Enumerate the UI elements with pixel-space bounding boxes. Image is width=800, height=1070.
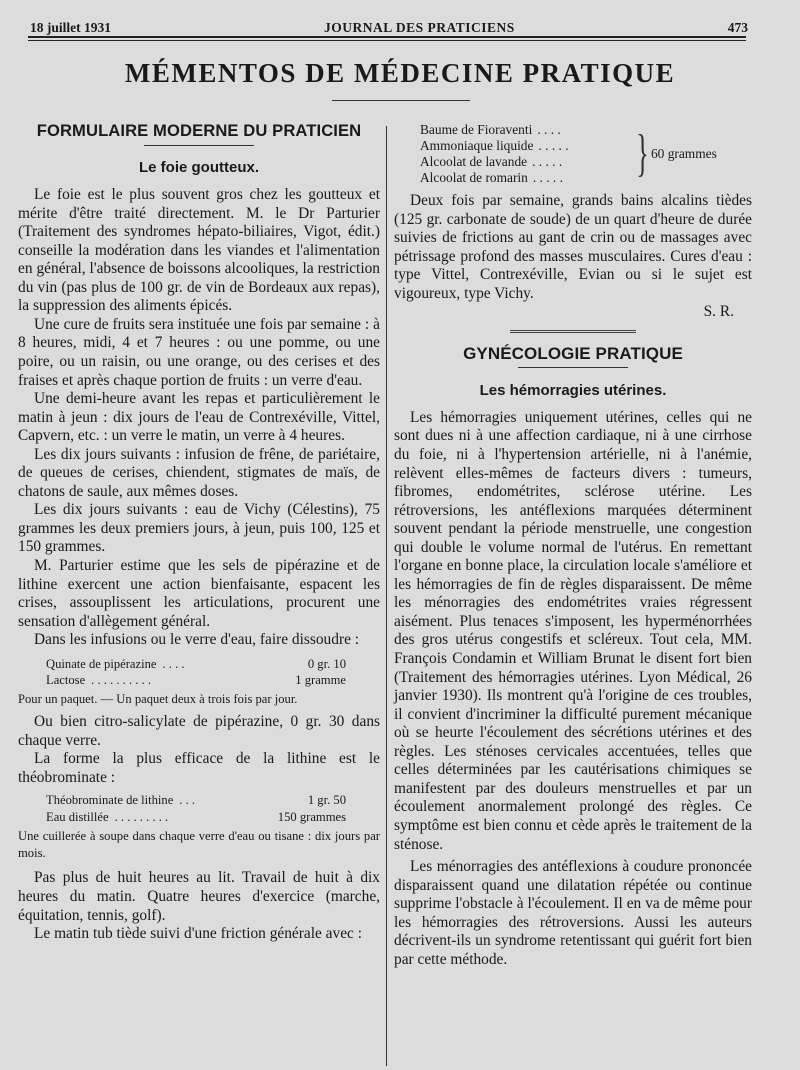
leader-dots: . . . . . (532, 170, 563, 185)
header-date: 18 juillet 1931 (30, 20, 111, 35)
section-rule (144, 145, 254, 146)
paragraph: Les dix jours suivants : infusion de frêne, de pariétaire, de queues de cerises, chiendent, stigmates de maïs, de chatons de saule, aux mêmes doses. (18, 445, 380, 500)
page-title: MÉMENTOS DE MÉDECINE PRATIQUE (124, 58, 676, 88)
section-heading-gynecologie: GYNÉCOLOGIE PRATIQUE (463, 343, 683, 363)
formula-line (420, 122, 634, 138)
author-initials: S. R. (703, 303, 734, 321)
header-journal: JOURNAL DES PRATICIENS (323, 20, 515, 35)
formula-line (46, 792, 346, 809)
paragraph: Le foie est le plus souvent gros chez les goutteux et mérite d'être traité directement. M. le Dr Parturier (Traitement des syndromes hépato-biliaires, Vigot, édit.) conseille la modération dans les viandes et l'alimentation en général, l'absence de boissons alcooliques, la restriction du vin (pas plus de 100 gr. de vin de Bordeaux aux repas), la suppression des aliments épicés. (18, 186, 380, 315)
paragraph: Les ménorragies des antéflexions à coudure prononcée disparaissent quand une dilatation répétée ou continue supprime l'obstacle à l'écoulement. Il en va de même pour les hémorragies des rétroversions. Aussi les auteurs décrivent-ils un syndrome retentissant qui guérit fort bien par cette méthode. (394, 858, 752, 968)
section-rule (518, 367, 628, 368)
paragraph: Pas plus de huit heures au lit. Travail de huit à dix heures du matin. Quatre heures d'exercice (marche, équitation, tennis, golf). (18, 869, 380, 924)
ingredient-name: Lactose (46, 673, 86, 688)
leader-dots: . . . . (537, 122, 561, 137)
ingredient-quantity: 60 grammes (650, 146, 717, 161)
formula-line (420, 138, 634, 154)
paragraph: Les dix jours suivants : eau de Vichy (Célestins), 75 grammes les deux premiers jours, à jeun, puis 100, 125 et 150 grammes. (18, 501, 380, 556)
leader-dots: . . . . . (538, 138, 569, 153)
signature-line (394, 303, 752, 322)
ingredient-quantity: 1 gramme (295, 673, 346, 688)
ingredient-quantity: 1 gr. 50 (307, 793, 346, 808)
paragraph: La forme la plus efficace de la lithine est le théobrominate : (18, 750, 380, 786)
ingredient-name: Ammoniaque liquide (420, 138, 534, 153)
ingredient-name: Alcoolat de lavande (420, 154, 528, 169)
prescription-formula-1 (46, 656, 346, 689)
header-rule (28, 36, 746, 38)
article-title-hemorragies: Les hémorragies utérines. (479, 382, 667, 400)
ingredient-quantity: 150 grammes (277, 809, 346, 824)
formula-note: Une cuillerée à soupe dans chaque verre d'eau ou tisane : dix jours par mois. (18, 829, 380, 860)
ingredient-name: Théobrominate de lithine (46, 793, 174, 808)
leader-dots: . . . . . . . . . (114, 809, 169, 824)
ingredient-name: Quinate de pipérazine (46, 656, 157, 671)
brace-glyph: } (636, 125, 649, 182)
formula-line (46, 809, 346, 826)
friction-ingredients (420, 122, 634, 186)
running-header (30, 16, 748, 36)
paragraph: Une demi-heure avant les repas et particulièrement le matin à jeun : dix jours de l'eau de Contrexéville, Vittel, Capvern, etc. : un verre le matin, un verre à 4 heures. (18, 390, 380, 445)
formula-line (420, 154, 634, 170)
formula-line (420, 170, 634, 186)
formula-line (46, 672, 346, 689)
formula-line (46, 656, 346, 673)
article-separator (510, 330, 636, 333)
leader-dots: . . . . . (532, 154, 563, 169)
column-divider (386, 126, 387, 1066)
paragraph: Deux fois par semaine, grands bains alcalins tièdes (125 gr. carbonate de soude) de un quart d'heure de durée suivies de frictions au gant de crin ou de massages avec pétrissage profond des masses musculaires. Cures d'eau : type Vittel, Contrexéville, Evian ou si le sujet est vigoureux, type Vichy. (394, 192, 752, 302)
prescription-formula-2 (46, 792, 346, 825)
right-column (394, 122, 752, 969)
ingredient-name: Eau distillée (46, 809, 109, 824)
paragraph: M. Parturier estime que les sels de pipérazine et de lithine exercent une action bienfaisante, espacent les crises, assouplissent les articulations, procurent une sensation d'allègement général. (18, 557, 380, 630)
leader-dots: . . . . . . . . . . (91, 673, 151, 688)
paragraph: Le matin tub tiède suivi d'une friction générale avec : (34, 925, 362, 943)
ingredient-quantity: 0 gr. 10 (307, 656, 346, 671)
paragraph: Les hémorragies uniquement utérines, celles qui ne sont dues ni à une affection cardiaque, ni à une cirrhose du foie, ni à l'hypertension artérielle, ni à l'anémie, relèvent elles-mêmes de facteurs divers : tumeurs, fibromes, endométrites, sclérose utérine. Les rétroversions, les antéflexions marquées déterminent souvent pendant la période menstruelle, une congestion qui double le volume normal de l'utérus. En remettant l'organe en bonne place, la circulation locale s'améliore et les hémorragies de fin de règles disparaissent. De même les ménorragies des endométrites vraies régressent aisément. Plus tenaces s'imposent, les hyperménorrhées des gros utérus congestifs et scléreux. Tout cela, MM. François Condamin et William Brunat le disent fort bien (Traitement des hémorragies utérines. Lyon Médical, 26 janvier 1930). Ils montrent qu'à l'origine de ces troubles, il convient d'incriminer la difficulté purement mécanique où se heurte l'écoulement des sécrétions utérines et des règles. Les sténoses cervicales accentuées, telles que celles déterminées par les cautérisations chimiques se manifestent par des douleurs menstruelles et par un écoulement anormalement prolongé des règles. Ce symptôme est bien connu et cède après le traitement de la sténose. (394, 408, 752, 853)
leader-dots: . . . (179, 793, 196, 808)
ingredient-name: Alcoolat de romarin (420, 170, 528, 185)
section-heading-formulaire: FORMULAIRE MODERNE DU PRATICIEN (36, 121, 362, 140)
left-column (18, 122, 380, 944)
article-title-foie: Le foie goutteux. (139, 158, 259, 176)
formula-note: Pour un paquet. — Un paquet deux à trois fois par jour. (18, 691, 298, 706)
header-page-number: 473 (727, 20, 748, 35)
paragraph: Une cure de fruits sera instituée une fois par semaine : à 8 heures, midi, 4 et 7 heures : ou une pomme, ou une poire, ou un raisin, ou une orange, ou des cerises et des fraises et après chaque portion de fruits : un verre d'eau. (18, 315, 380, 389)
header-rule-thin (28, 40, 746, 41)
paragraph: Dans les infusions ou le verre d'eau, faire dissoudre : (34, 631, 360, 649)
friction-formula (420, 122, 752, 186)
leader-dots: . . . . (162, 656, 185, 671)
ingredient-name: Baume de Fioraventi (420, 122, 533, 137)
title-rule (332, 100, 470, 101)
paragraph: Ou bien citro-salicylate de pipérazine, 0 gr. 30 dans chaque verre. (18, 713, 380, 749)
